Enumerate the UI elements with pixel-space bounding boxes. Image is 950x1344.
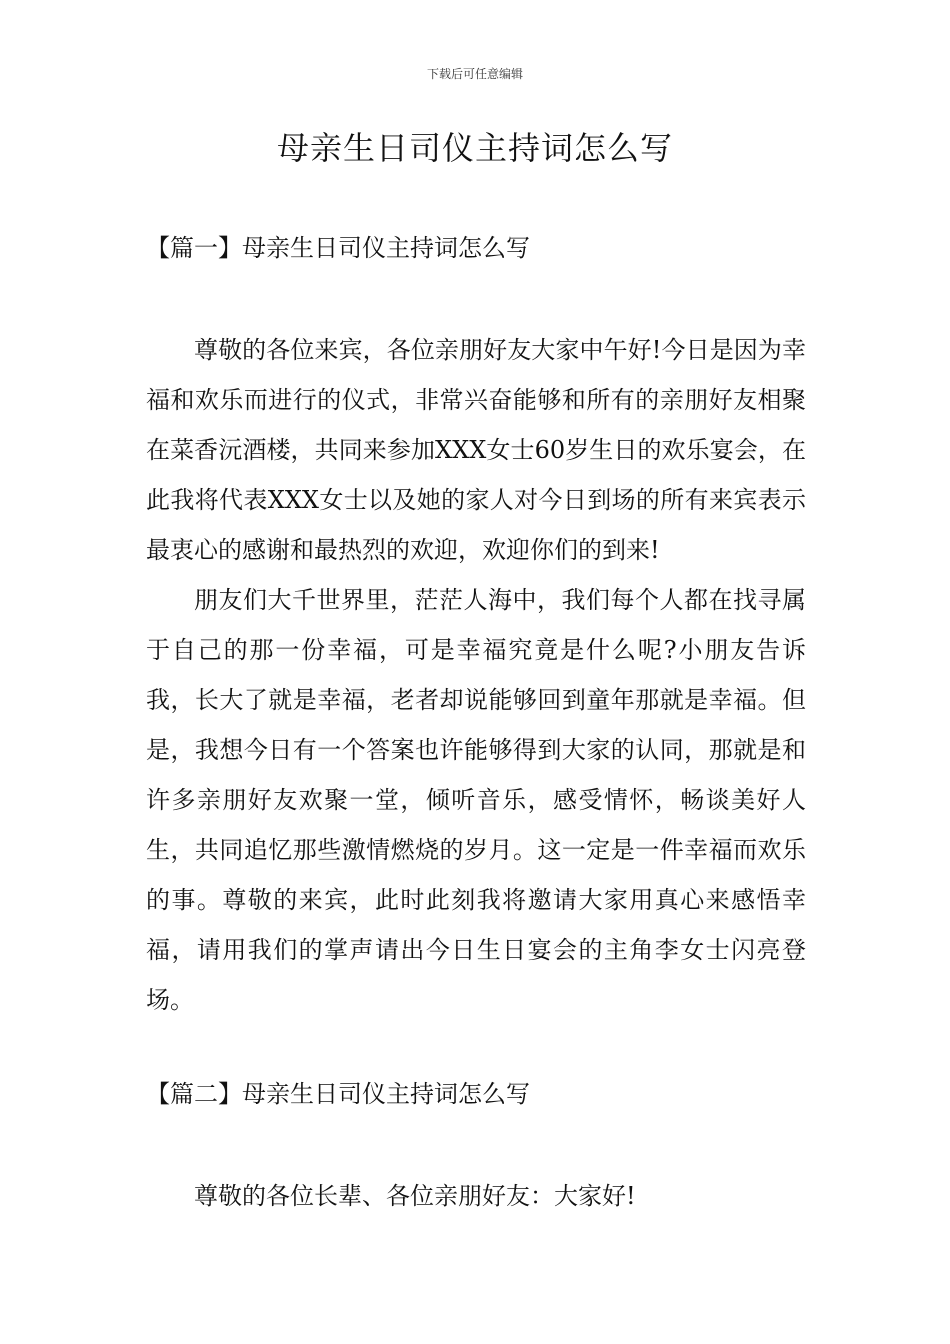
section-1-body <box>146 325 806 1025</box>
section-1-heading: 【篇一】母亲生日司仪主持词怎么写 <box>146 234 530 262</box>
section-2-body <box>146 1171 806 1221</box>
section-2-heading: 【篇二】母亲生日司仪主持词怎么写 <box>146 1080 530 1108</box>
document-title: 母亲生日司仪主持词怎么写 <box>276 129 673 167</box>
paragraph: 尊敬的各位来宾，各位亲朋好友大家中午好!今日是因为幸福和欢乐而进行的仪式，非常兴奋能够和所有的亲朋好友相聚在菜香沅酒楼，共同来参加XXX女士60岁生日的欢乐宴会，在此我将代表XXX女士以及她的家人对今日到场的所有来宾表示最衷心的感谢和最热烈的欢迎，欢迎你们的到来! <box>146 336 806 564</box>
paragraph: 朋友们大千世界里，茫茫人海中，我们每个人都在找寻属于自己的那一份幸福，可是幸福究竟是什么呢?小朋友告诉我，长大了就是幸福，老者却说能够回到童年那就是幸福。但是，我想今日有一个答案也许能够得到大家的认同，那就是和许多亲朋好友欢聚一堂，倾听音乐，感受情怀，畅谈美好人生，共同追忆那些激情燃烧的岁月。这一定是一件幸福而欢乐的事。尊敬的来宾，此时此刻我将邀请大家用真心来感悟幸福，请用我们的掌声请出今日生日宴会的主角李女士闪亮登场。 <box>146 586 806 1014</box>
header-note: 下载后可任意编辑 <box>426 67 523 81</box>
paragraph: 尊敬的各位长辈、各位亲朋好友：大家好! <box>194 1182 636 1210</box>
